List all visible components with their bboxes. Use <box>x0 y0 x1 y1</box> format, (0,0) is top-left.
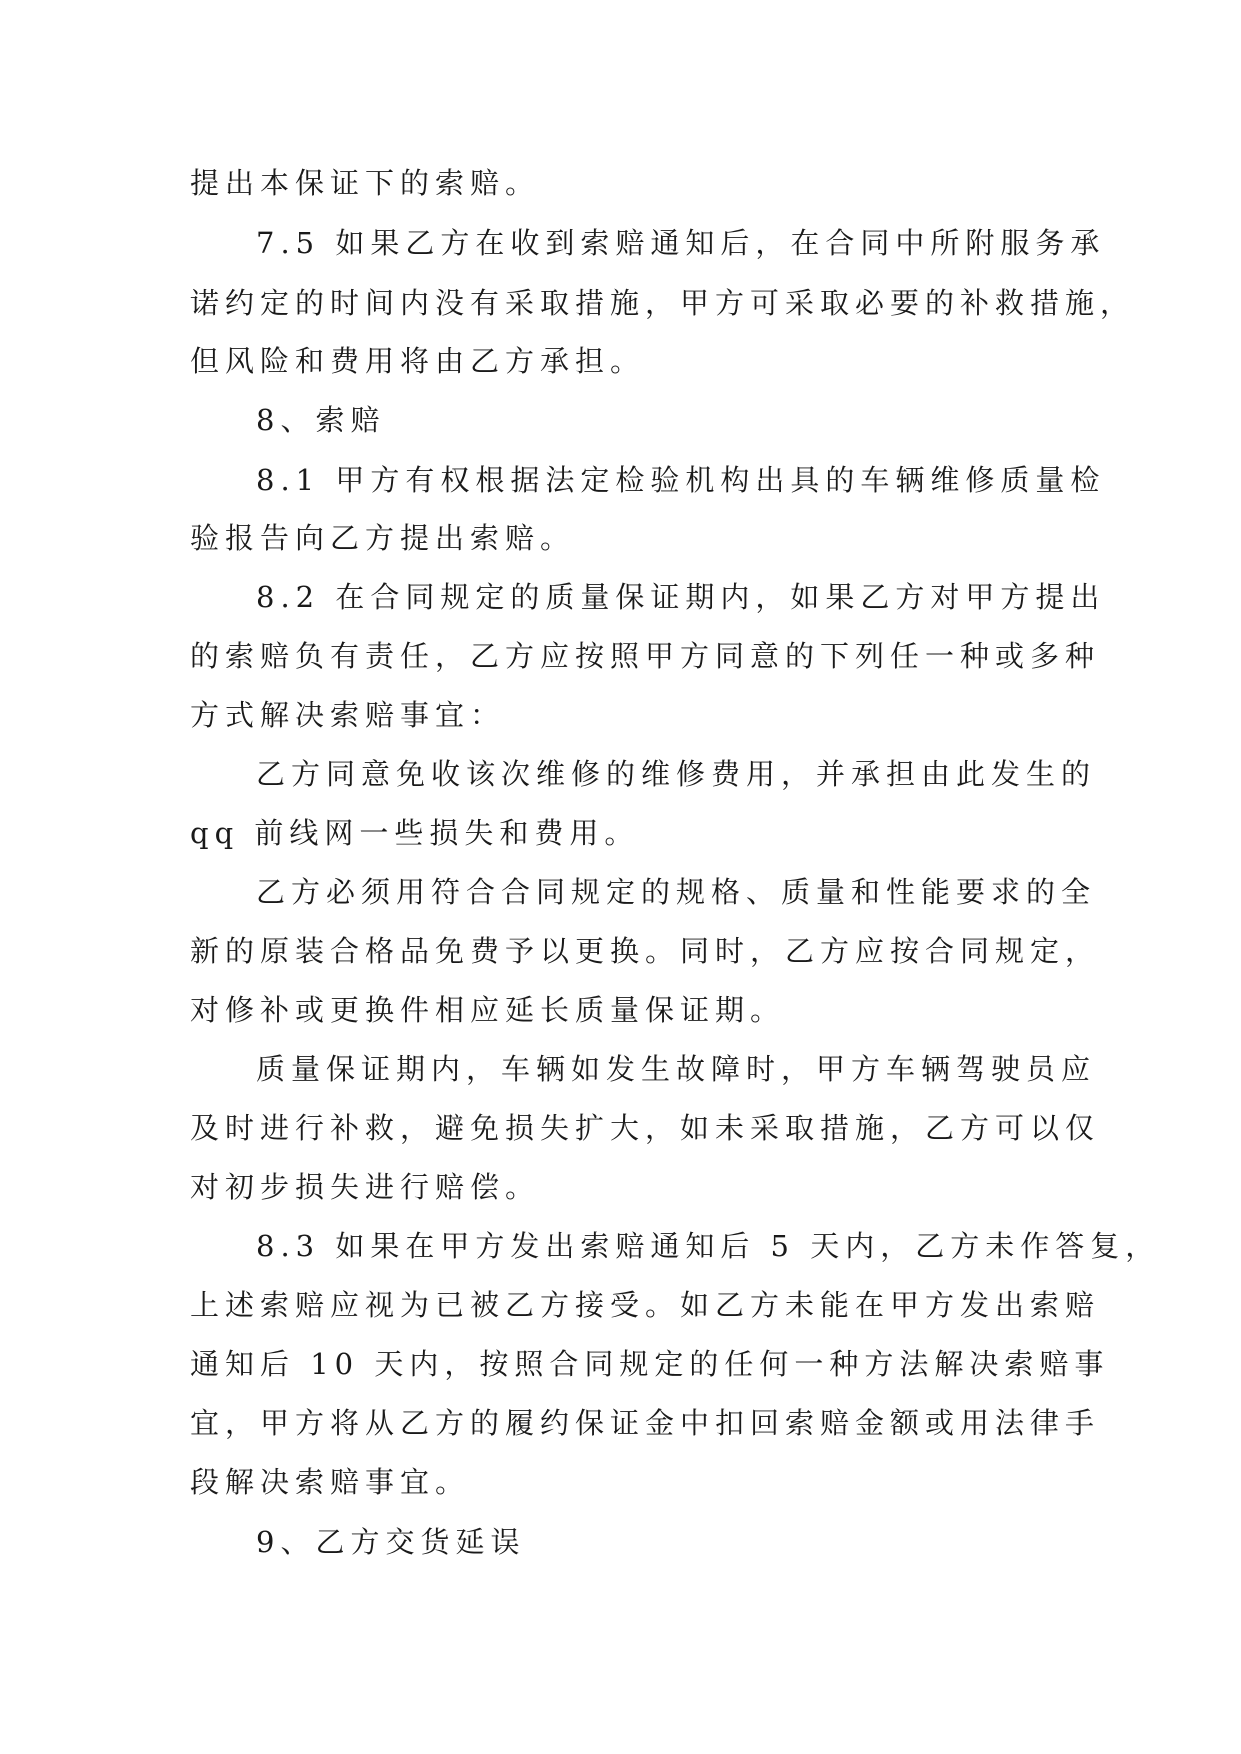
text-line: 8.3 如果在甲方发出索赔通知后 5 天内，乙方未作答复， <box>256 1229 1161 1263</box>
text-line: 段解决索赔事宜。 <box>190 1465 471 1499</box>
text-line: 8.1 甲方有权根据法定检验机构出具的车辆维修质量检 <box>256 463 1106 497</box>
text-line: 方式解决索赔事宜： <box>190 698 506 732</box>
text-line: 对初步损失进行赔偿。 <box>190 1170 541 1204</box>
section-heading: 8、索赔 <box>256 403 386 437</box>
text-line: 的索赔负有责任，乙方应按照甲方同意的下列任一种或多种 <box>190 639 1101 673</box>
text-line: 乙方必须用符合合同规定的规格、质量和性能要求的全 <box>256 875 1097 909</box>
text-line: 通知后 10 天内，按照合同规定的任何一种方法解决索赔事 <box>190 1347 1110 1381</box>
text-line: 宜，甲方将从乙方的履约保证金中扣回索赔金额或用法律手 <box>190 1406 1101 1440</box>
text-line: 及时进行补救，避免损失扩大，如未采取措施，乙方可以仅 <box>190 1111 1101 1145</box>
text-line: 对修补或更换件相应延长质量保证期。 <box>190 993 786 1027</box>
text-line: qq 前线网一些损失和费用。 <box>190 816 640 850</box>
text-line: 上述索赔应视为已被乙方接受。如乙方未能在甲方发出索赔 <box>190 1288 1101 1322</box>
text-line: 8.2 在合同规定的质量保证期内，如果乙方对甲方提出 <box>256 580 1106 614</box>
section-heading: 9、乙方交货延误 <box>256 1525 526 1559</box>
text-line: 但风险和费用将由乙方承担。 <box>190 344 646 378</box>
text-line: 7.5 如果乙方在收到索赔通知后，在合同中所附服务承 <box>256 226 1106 260</box>
text-line: 提出本保证下的索赔。 <box>190 166 541 200</box>
text-line: 质量保证期内，车辆如发生故障时，甲方车辆驾驶员应 <box>256 1052 1097 1086</box>
text-line: 验报告向乙方提出索赔。 <box>190 521 576 555</box>
text-line: 新的原装合格品免费予以更换。同时，乙方应按合同规定， <box>190 934 1101 968</box>
text-line: 乙方同意免收该次维修的维修费用，并承担由此发生的 <box>256 757 1097 791</box>
text-line: 诺约定的时间内没有采取措施，甲方可采取必要的补救措施， <box>190 286 1136 320</box>
